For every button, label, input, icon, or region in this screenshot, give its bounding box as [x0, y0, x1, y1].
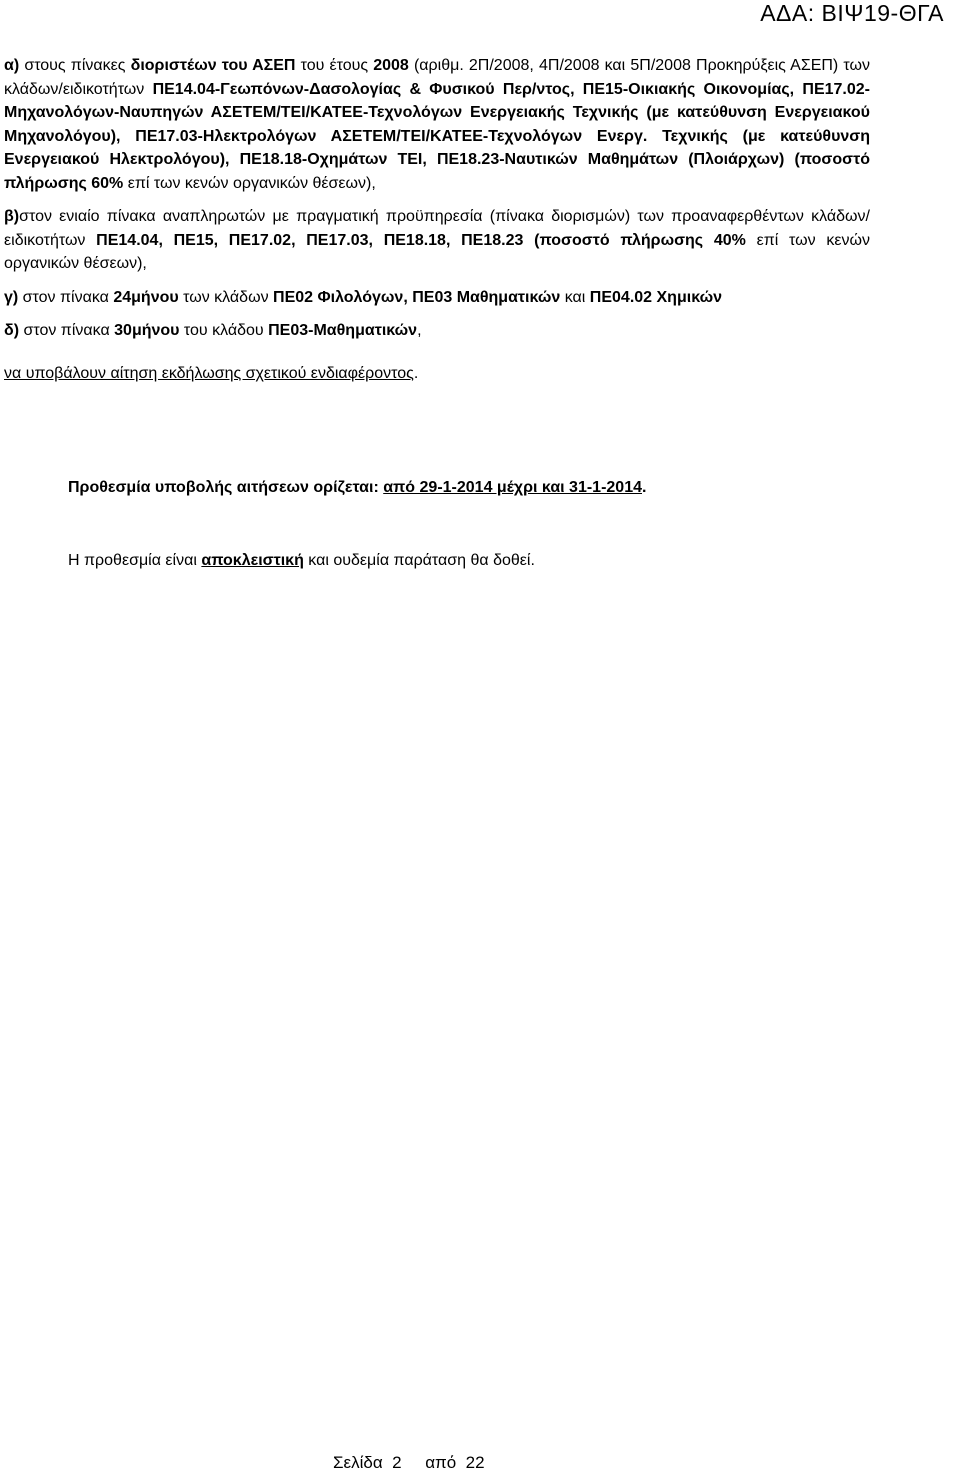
deadline-dates: από 29-1-2014 μέχρι και 31-1-2014: [383, 479, 642, 496]
text-run-bold: ΠΕ03-Μαθηματικών: [268, 322, 418, 339]
text-run: .: [413, 364, 419, 382]
text-run-bold: ΠΕ02 Φιλολόγων, ΠΕ03 Μαθηματικών: [273, 288, 561, 306]
text-run: και ουδεμία παράταση θα δοθεί.: [303, 552, 535, 569]
text-run-bold: ΠΕ04.02 Χημικών: [589, 288, 722, 306]
exclusive-word: αποκλειστική: [201, 552, 304, 569]
specialties-list: ΠΕ14.04-Γεωπόνων-Δασολογίας & Φυσικού Περ/ντος, ΠΕ15-Οικιακής Οικονομίας, ΠΕ17.02-Μηχανολόγων-Ναυπηγών ΑΣΕΤΕΜ/ΤΕΙ/ΚΑΤΕΕ-Τεχνολόγων Ενεργειακής Τεχνικής (με κατεύθυνση Ενεργειακού Μηχανολόγου), ΠΕ17.03-Ηλεκτρολόγων ΑΣΕΤΕΜ/ΤΕΙ/ΚΑΤΕΕ-Τεχνολόγων Ενεργ. Τεχνικής (με κατεύθυνση Ενεργειακού Ηλεκτρολόγου), ΠΕ18.18-Οχημάτων ΤΕΙ, ΠΕ18.23-Ναυτικών Μαθημάτων (Πλοιάρχων) (ποσοστό πλήρωσης 60%: [4, 80, 870, 192]
text-run: του έτους: [295, 57, 374, 74]
text-run: των κλάδων: [178, 288, 274, 306]
paragraph-d: [4, 319, 870, 343]
paragraph-a: [4, 54, 870, 195]
text-run: του κλάδου: [179, 322, 269, 339]
paragraph-c: [4, 286, 870, 310]
paragraph-b: [4, 205, 870, 276]
page-current: 2: [392, 1453, 402, 1472]
item-marker-d: δ): [4, 322, 20, 339]
specialties-list: ΠΕ14.04, ΠΕ15, ΠΕ17.02, ΠΕ17.03, ΠΕ18.18, ΠΕ18.23 (ποσοστό πλήρωσης 40%: [96, 231, 746, 249]
text-run: στον πίνακα: [19, 322, 115, 339]
text-run: επί των κενών οργανικών θέσεων),: [123, 174, 376, 192]
item-marker-c: γ): [4, 288, 19, 306]
page-footer: [333, 1453, 485, 1473]
deadline-note: [68, 549, 535, 573]
page-of: από: [425, 1453, 457, 1472]
page-label: Σελίδα: [333, 1453, 383, 1472]
text-run-bold: 30μήνου: [114, 322, 180, 339]
text-run-bold: 2008: [373, 57, 409, 74]
text-run: ,: [417, 322, 422, 339]
item-marker-b: β): [4, 208, 20, 225]
text-run: στον ενιαίο πίνακα αναπληρωτών με πραγματική προϋπηρεσία (πίνακα διορισμών) των προαναφερθέντων κλάδων/ειδικοτήτων: [4, 208, 870, 249]
text-run: .: [641, 479, 647, 496]
text-run: Η προθεσμία είναι: [68, 552, 202, 569]
submit-statement: [4, 362, 870, 386]
ada-header: ΑΔΑ: ΒΙΨ19-ΘΓΑ: [760, 0, 944, 26]
text-run-bold: διοριστέων του ΑΣΕΠ: [130, 57, 296, 74]
text-run: στους πίνακες: [19, 57, 131, 74]
text-run-bold: 24μήνου: [113, 288, 179, 306]
deadline-line: [68, 476, 646, 500]
text-run: στον πίνακα: [18, 288, 114, 306]
submit-text-underlined: να υποβάλουν αίτηση εκδήλωσης σχετικού ενδιαφέροντος: [4, 364, 414, 382]
document-body: [4, 54, 870, 385]
text-run: (αριθμ. 2Π/2008, 4Π/2008 και 5Π/2008 Προκηρύξεις ΑΣΕΠ) των κλάδων/ειδικοτήτων: [4, 57, 870, 98]
item-marker-a: α): [4, 57, 20, 74]
text-run: και: [560, 288, 590, 306]
deadline-prefix: Προθεσμία υποβολής αιτήσεων ορίζεται:: [68, 479, 384, 496]
text-run: επί των κενών οργανικών θέσεων),: [4, 231, 871, 272]
page-total: 22: [465, 1453, 485, 1472]
